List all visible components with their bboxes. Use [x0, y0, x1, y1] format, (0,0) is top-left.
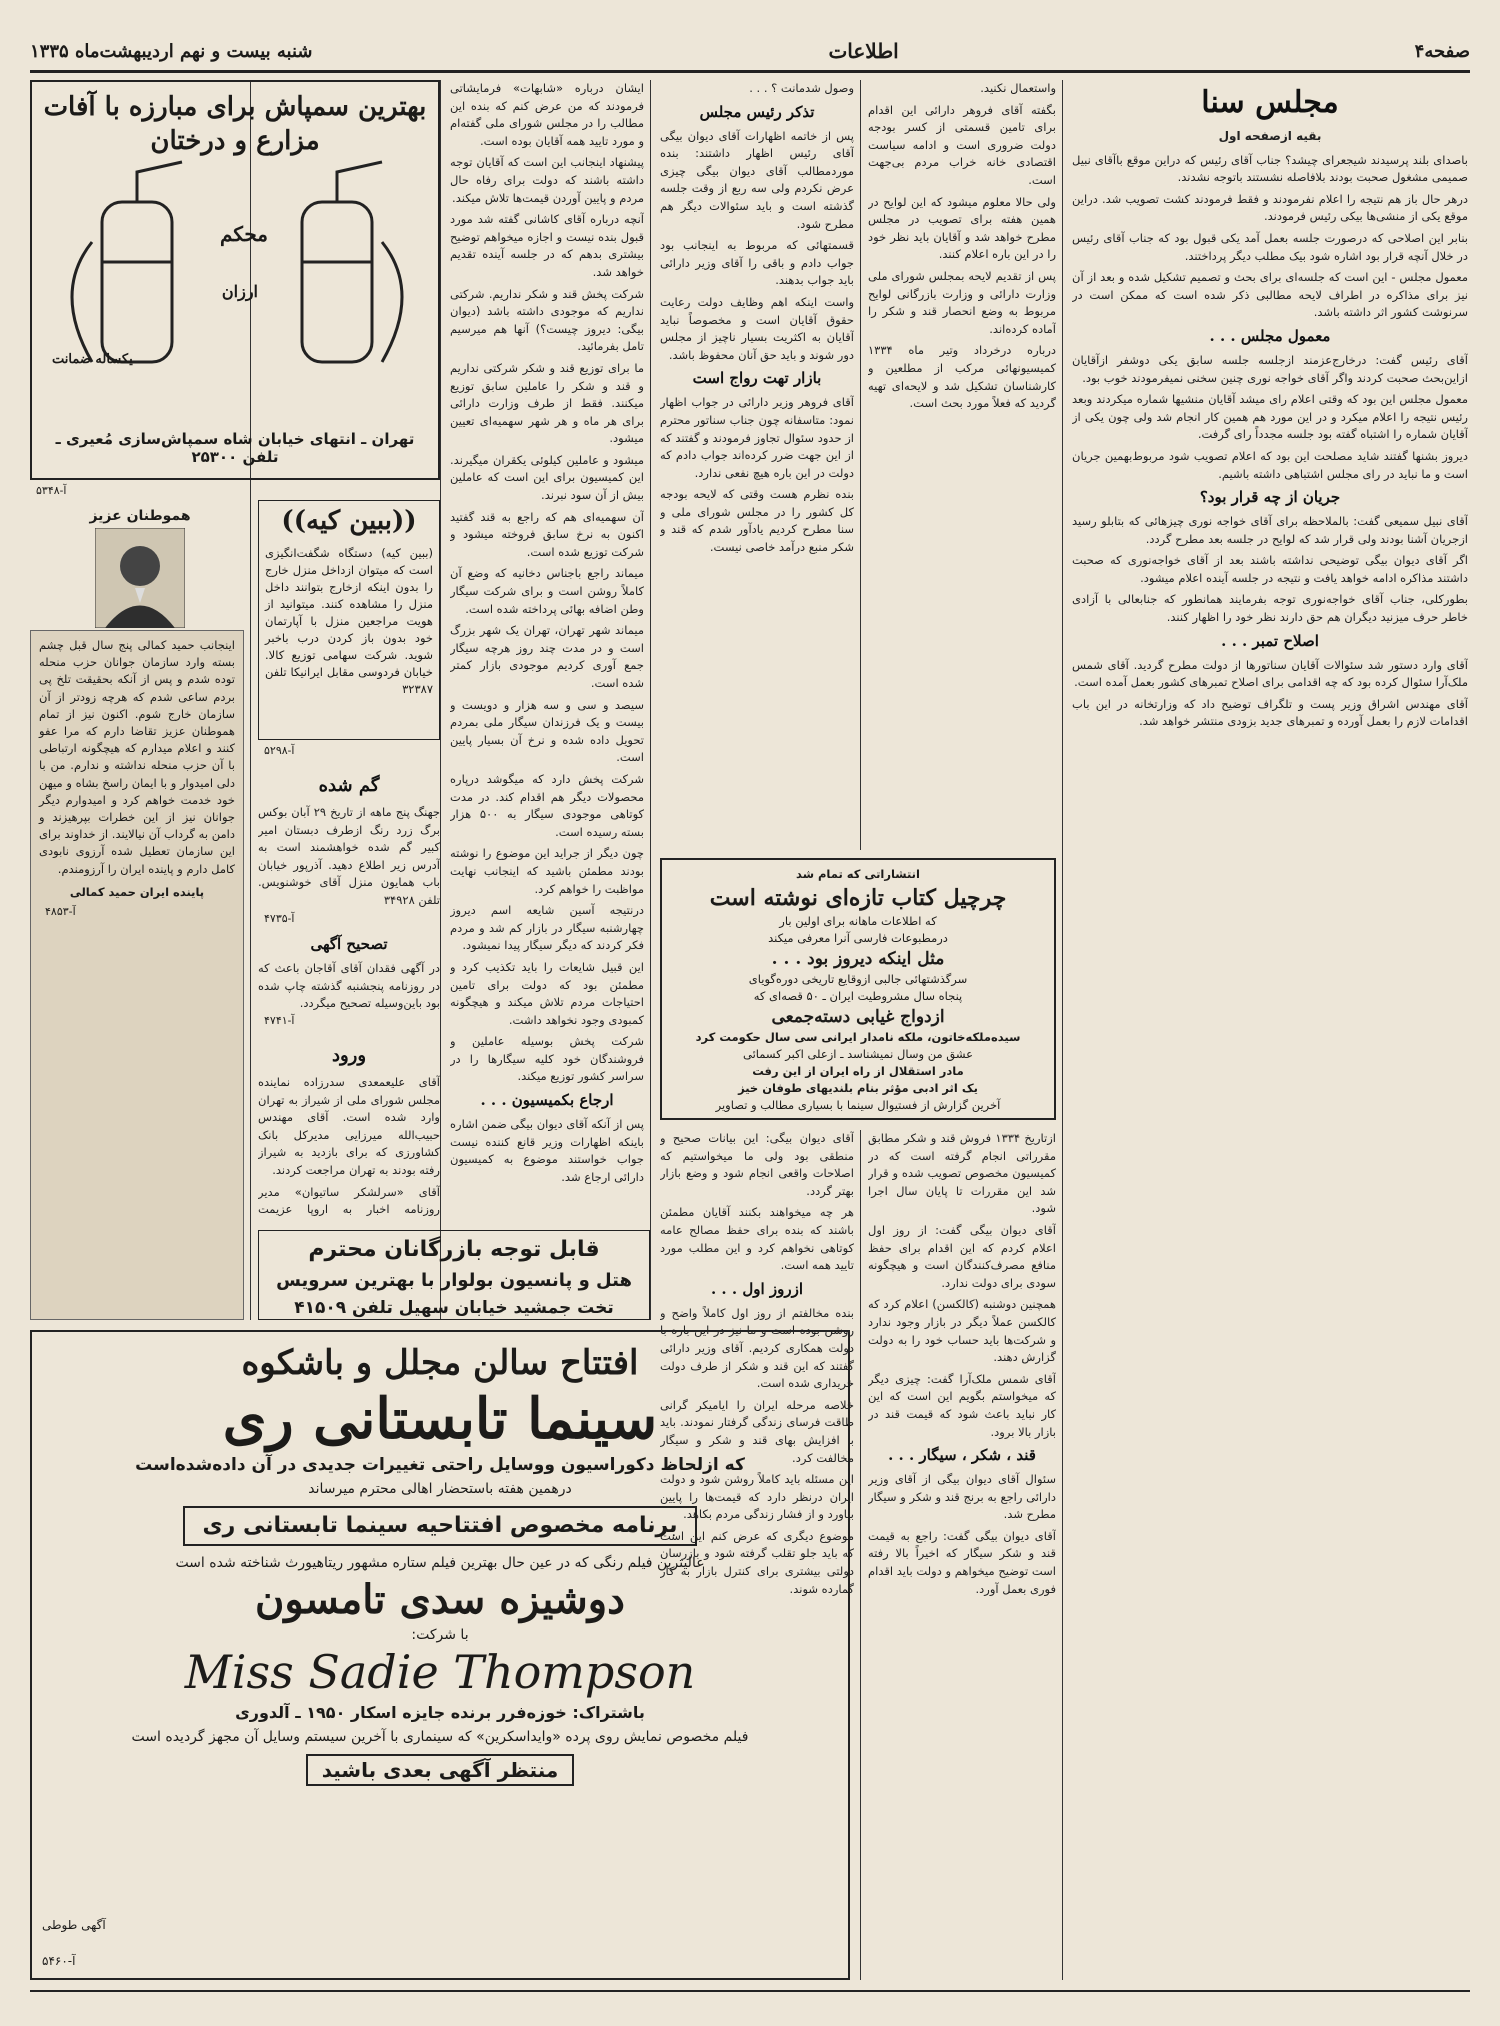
- paragraph: پس از تقدیم لایحه بمجلس شورای ملی وزارت دارائی و وزارت بازرگانی لوایح مربوط به وضع انحصار قند و شکر را آماده کرده‌اند.: [868, 268, 1056, 336]
- sprayer-tag-1: محکم: [220, 222, 268, 246]
- paragraph: ولی حالا معلوم میشود که این لوایح در همین هفته برای تصویب در مجلس مطرح خواهد شد و آقایان باید نظر خود را در این باره اعلام کنند.: [868, 194, 1056, 262]
- paper-name: اطلاعات: [828, 39, 899, 63]
- paragraph: درنتیجه آسین شایعه اسم دیروز چهارشنبه سیگار در بازار کم شد و مردم فکر کردند که دیگر سیگار پیدا نمیشود.: [450, 903, 644, 953]
- hotel-ad-name: هتل و پانسیون بولوار با بهترین سرویس: [276, 1270, 632, 1291]
- lost-notice-title: گم شده: [318, 775, 380, 796]
- cinema-program-title: برنامه مخصوص افتتاحیه سینما تابستانی ری: [183, 1506, 698, 1546]
- paragraph: بنابر این اصلاحی که درصورت جلسه بعمل آمد یکی قبول بود که جناب آقای رئیس در خلال آنچه قرار بود اشاره شود بیک مطلب دیگر پرداختند.: [1072, 230, 1468, 263]
- paragraph: میشود و عاملین کیلوئی یکقران میگیرند. این کمیسیون برای این است که عاملین بیش از آن سود نبرند.: [450, 452, 644, 503]
- paragraph: آقای رئیس گفت: درخارج‌عزمند ازجلسه جلسه سابق یکی دوشفر ازآقایان ازاین‌بحث صحبت کردند واگر آقای خواجه نوری چنین سخنی نمیفرمودند خوب بود.: [1072, 352, 1468, 385]
- film-title-english: Miss Sadie Thompson: [184, 1645, 696, 1699]
- paragraph: موضوع دیگری که عرض کنم این است که باید جلو تقلب گرفته شود و بازرسان دولتی بیشتری برای کنترل بازار به کار گمارده شوند.: [660, 1528, 854, 1596]
- film-cast: باشتراک: خوزه‌فرر برنده جایزه اسکار ۱۹۵۰ ـ آلدوری: [235, 1703, 645, 1722]
- cinema-ad-opening: افتتاح سالن مجلل و باشکوه: [241, 1343, 639, 1383]
- paragraph: بطورکلی، جناب آقای خواجه‌نوری توجه بفرمایند همانطور که جنابعالی با آزادی خاطر حرف میزنید دیگران هم حق دارند نظر خود را اظهار کنند.: [1072, 592, 1468, 625]
- paragraph: معمول مجلس این بود که وقتی اعلام رای میشد آقایان منشیها شماره میکردند وبعد رئیس نتیجه را اعلام میکرد و در این مورد هم همین کار انجام شد ولی چون یکی از آقایان شماره را اشتباه گفته بود جلسه مجدداً رای گرفت.: [1072, 392, 1468, 442]
- ad-line: پنجاه سال مشروطیت ایران ـ ۵۰ قصه‌ای که: [753, 989, 963, 1003]
- sprayer-icon: [72, 162, 402, 362]
- ad-code: آ-۵۲۹۸: [264, 744, 295, 757]
- footer-rule: [30, 1990, 1470, 1992]
- monthly-magazine-ad: [660, 858, 1056, 1120]
- paragraph: آقای وارد دستور شد سئوالات آقایان سناتورها از دولت مطرح گردید. آقای شمس ملک‌آرا سئوال کرده بود که چه اقدامی برای اصلاح تمبرهای کشور بعمل آمده است.: [1072, 657, 1468, 690]
- paragraph: همچنین دوشنبه (کالکسن) اعلام کرد که کالکسن عملاً دیگر در بازار وجود ندارد و شرکت‌ها باید حساب خود را به دولت گزارش دهند.: [868, 1297, 1056, 1365]
- sprayer-ad: [30, 80, 440, 480]
- paragraph: این قبیل شایعات را باید تکذیب کرد و مطمئن بود که دولت برای تامین احتیاجات مردم تلاش میکند و هیچگونه کمبودی وجود نخواهد داشت.: [450, 959, 644, 1027]
- ad-line: سیده‌ملکه‌خاتون، ملکه نامدار ایرانی سی سال حکومت کرد: [695, 1030, 1021, 1044]
- column-divider: [440, 80, 441, 1320]
- masthead: [30, 36, 1470, 66]
- paragraph: بنده مخالفتم از روز اول کاملاً واضح و روشن بوده است و ما نیز در این باره با دولت همکاری کردیم. آقای وزیر دارائی گفتند که این قند و شکر از طرف دولت خریداری شده است.: [660, 1305, 854, 1391]
- paragraph: درباره درخرداد وتیر ماه ۱۳۳۴ کمیسیونهائی مرکب از مطلعین و کارشناسان تشکیل شد و لایحه‌ای تهیه گردید که فعلاً مورد بحث است.: [868, 343, 1056, 411]
- paragraph: آقای دیوان بیگی گفت: از روز اول اعلام کردم که این اقدام برای حفظ منافع مصرف‌کنندگان است و هیچگونه سودی برای دولت ندارد.: [868, 1222, 1056, 1290]
- section-heading: بازار تهت رواج است: [692, 369, 822, 388]
- column-divider: [650, 80, 651, 1320]
- film-title-persian: دوشیزه سدی تامسون: [255, 1576, 625, 1623]
- paragraph: شرکت پخش دارد که میگوشد درپاره محصولات دیگر هم اقدام کند. در مدت کوتاهی موجودی سیگار به ۵۰۰ هزار بسته رسیده است.: [450, 771, 644, 839]
- paragraph: میماند راجع باجناس دخانیه که وضع آن کاملاً روشن است و برای شرکت سیگار وطن اضافه بهائی پرداخته شده است.: [450, 566, 644, 616]
- sprayer-ad-address: تهران ـ انتهای خیابان شاه سمپاش‌سازی مُعیری ـ تلفن ۲۵۳۰۰: [55, 430, 415, 466]
- lost-notice: [258, 770, 440, 910]
- portrait-photo: [95, 528, 185, 628]
- paragraph: قسمتهائی که مربوط به اینجانب بود جواب دادم و باقی را آقای وزیر دارائی باید جواب بدهند.: [660, 238, 854, 288]
- ad-line: مادر استقلال از راه ایران از این رفت: [752, 1064, 964, 1078]
- paragraph: درهر حال باز هم نتیجه را اعلام نفرمودند و فقط فرمودند کشت تصویب شد. دراین موقع یکی از منشی‌ها بیکی رئیس فرمودند.: [1072, 191, 1468, 224]
- arrival-notice: [258, 1040, 440, 1220]
- paragraph: آقای فروهر وزیر دارائی در جواب اظهار نمود: متاسفانه چون جناب سناتور محترم از حدود سئوال تجاوز فرمودند و گفتند که از این جهت ضرر کرده‌اند جواب دادم که دولت در این باره هیچ نفعی ندارد.: [660, 395, 854, 480]
- column-divider: [860, 1130, 861, 1980]
- paragraph: این مسئله باید کاملاً روشن شود و دولت ایران درنظر دارد که قیمت‌ها را پایین بیاورد و از فشار زندگی مردم بکاهد.: [660, 1472, 854, 1522]
- paragraph: آقای شمس ملک‌آرا گفت: چیزی دیگر که میخواستم بگویم این است که این کار نباید باعث شود که قیمت قند در بازار بالا برود.: [868, 1371, 1056, 1439]
- paragraph: پس از خاتمه اظهارات آقای دیوان بیگی آقای رئیس اظهار داشتند: بنده موردمطالب آقای دیوان بیگی چیزی عرض نکردم ولی سه ربع از وقت جلسه گذشته است و باید سئوالات دیگر هم مطرح شود.: [660, 128, 854, 231]
- cinema-ad-line: درهمین هفته باستحضار اهالی محترم میرساند: [308, 1481, 572, 1497]
- cinema-ad-line: فیلم مخصوص نمایش روی پرده «وایداسکرین» که سینماری با آخرین سیستم وسایل آن مجهز گردیده است: [131, 1729, 749, 1745]
- farewell-text: آقای «سرلشکر ساتیوان» مدیر روزنامه اخبار به اروپا عزیمت: [258, 1184, 440, 1217]
- section-heading: معمول مجلس . . .: [1209, 326, 1331, 345]
- paragraph: پیشنهاد اینجانب این است که آقایان توجه داشته باشند که دولت برای رفاه حال مردم و پایین آوردن قیمت‌ها تلاش میکند.: [450, 155, 644, 205]
- article-column-2-top: [868, 80, 1056, 840]
- section-heading: جریان از چه قرار بود؟: [1199, 488, 1341, 507]
- column-divider: [1062, 80, 1063, 1980]
- door-viewer-ad: [258, 500, 440, 740]
- ad-code: آ-۵۴۶۰: [42, 1954, 76, 1968]
- paragraph: آقای دیوان بیگی: این بیانات صحیح و منطقی بود ولی ما میخواستیم که اصلاحات واقعی انجام شود و وضع بازار بهتر گردد.: [660, 1131, 854, 1198]
- paragraph: شرکت پخش بوسیله عاملین و فروشندگان خود کلیه سیگارها را در سراسر کشور توزیع میکند.: [450, 1034, 644, 1084]
- ad-code: آ-۴۷۴۱: [264, 1014, 295, 1027]
- paragraph: وصول شدمانت ؟ . . .: [749, 81, 854, 95]
- paragraph: ازتاریخ ۱۳۳۴ فروش قند و شکر مطابق مقرراتی انجام گرفته است که در کمیسیون مخصوص تصویب شده و قرار شد این مقررات تا پایان سال اجرا شود.: [868, 1131, 1056, 1216]
- senate-subtitle: بقیه ازصفحه اول: [1218, 129, 1322, 143]
- paragraph: باصدای بلند پرسیدند شیجعرای چیشد؟ جناب آقای رئیس که دراین موقع باآقای نبیل صمیمی مشغول صحبت بودند بلافاصله نشستند باتوجه نشدند.: [1072, 152, 1468, 185]
- door-viewer-text: (ببین کیه) دستگاه شگفت‌انگیزی است که میتوان ازداخل منزل خارج را بدون اینکه ازخارج بتوانند داخل منزل را مشاهده کنند. میتوانید از هویت مراجعین منزل با آپارتمان خود بدون باز کردن درب باخبر شوید. شرکت سهامی توزیع کالا. خیابان فردوسی مقابل ایرانیکا تلفن ۳۲۳۸۷: [265, 546, 433, 696]
- paragraph: پس از آنکه آقای دیوان بیگی ضمن اشاره باینکه اظهارات وزیر قانع کننده نیست جواب خواستند موضوع به کمیسیون دارائی ارجاع شد.: [450, 1117, 644, 1184]
- ad-line: انتشاراتی که تمام شد: [796, 867, 920, 881]
- sprayer-ad-title: بهترین سمپاش برای مبارزه با آفات مزارع و درختان: [43, 92, 427, 156]
- statement-signature: پاینده ایران حمید کمالی: [69, 884, 205, 899]
- paragraph: دیروز بشنها گفتند شاید مصلحت این بود که اعلام تصویب شود مربوط‌بهمین جریان است و ما نباید در رای مجلس اشتباهی داشته باشیم.: [1072, 448, 1468, 481]
- hotel-ad-address: تخت جمشید خیابان سهیل تلفن ۴۱۵۰۹: [294, 1298, 614, 1318]
- cinema-name: سینما تابستانی ری: [222, 1386, 658, 1452]
- paragraph: آقای نبیل سمیعی گفت: بالملاحظه برای آقای خواجه نوری چیزهائی که بتابلو رسید ازجریان آشنا بودند ولی قرار شد که لوایح در جلسه بعد مطرح گردد.: [1072, 514, 1468, 546]
- cinema-ad-footer: منتظر آگهی بعدی باشید: [306, 1754, 575, 1786]
- section-heading: اصلاح تمبر . . .: [1221, 631, 1319, 650]
- sprayer-illustration: [32, 142, 440, 412]
- paragraph: معمول مجلس - این است که جلسه‌ای برای بحث و تصمیم تشکیل شده و بعد از آن نیز برای مذاکره در اطراف لایحه مطالبی ذکر شده است که ممکن است در سرنوشت کشور اثر داشته باشد.: [1072, 270, 1468, 320]
- ad-code: آ-۵۳۴۸: [36, 484, 67, 497]
- issue-date: شنبه بیست و نهم اردیبهشت‌ماه ۱۳۳۵: [30, 40, 313, 62]
- arrival-text: آقای علیعمعدی سدرزاده نماینده مجلس شورای ملی از شیراز به تهران وارد شده است. آقای مهندس حبیب‌الله میرزایی مدیرکل بانک کشاورزی که برای بازدید به شیراز رفته بودند به تهران مراجعت کردند.: [258, 1075, 440, 1177]
- correction-notice: [258, 930, 440, 1012]
- paragraph: بنده نظرم هست وقتی که لایحه بودجه کل کشور را در مجلس شورای ملی و سنا مطرح کردیم یادآور شدم که قند و شکر منبع درآمد خاصی نیست.: [660, 487, 854, 555]
- section-heading: ارجاع بکمیسیون . . .: [480, 1091, 614, 1110]
- senate-article: [1072, 80, 1468, 1980]
- paragraph: ما برای توزیع قند و شکر شرکتی نداریم و قند و شکر را عاملین سابق توزیع میکنند. فقط از طرف وزارت دارائی برای هر ماه و هر شهر سهمیه‌ای تعیین میشود.: [450, 360, 644, 446]
- senate-title: مجلس سنا: [1201, 85, 1339, 120]
- ad-line: آخرین گزارش از فستیوال سینما با بسیاری مطالب و تصاویر: [715, 1098, 1001, 1112]
- article-column-2-bottom: [868, 1130, 1056, 1980]
- ad-line: که اطلاعات ماهانه برای اولین بار: [779, 914, 937, 928]
- section-heading: ازروز اول . . .: [710, 1279, 803, 1298]
- cinema-ad-line: با شرکت:: [411, 1627, 469, 1643]
- correction-text: در آگهی فقدان آقای آقاجان باعث که در روزنامه پنجشنبه گذشته چاپ شده بود باین‌وسیله تصحیح میگردد.: [258, 961, 440, 1011]
- page-number: صفحه۴: [1414, 40, 1470, 62]
- paragraph: هر چه میخواهند بکنند آقایان مطمئن باشند که بنده برای حفظ مصالح عامه کوتاهی نخواهم کرد و این مطلب مورد تایید همه است.: [660, 1205, 854, 1273]
- header-rule: [30, 70, 1470, 73]
- statement-title: هموطنان عزیز: [89, 508, 191, 524]
- cinema-ad-line: عالیترین فیلم رنگی که در عین حال بهترین فیلم ستاره مشهور ریتاهیورث شناخته شده است: [175, 1555, 705, 1571]
- ad-line: یک اثر ادبی مؤثر بنام بلندیهای طوفان خیز: [738, 1081, 978, 1095]
- paragraph: خلاصه مرحله ایران را ایامیکر گرانی طاقت فرسای زندگی گرفتار نمودند. باید با افزایش بهای قند و شکر و سیگار مخالفت کرد.: [660, 1397, 854, 1465]
- paragraph: سئوال آقای دیوان بیگی از آقای وزیر دارائی راجع به برنج قند و شکر و سیگار مطرح شد.: [868, 1472, 1056, 1522]
- paragraph: سیصد و سی و سه‌ هزار و دویست و بیست و یک فرزندان سیگار ملی بمردم تحویل داده شده و نرخ آن بسیار پایین است.: [450, 697, 644, 765]
- ad-line: مثل اینکه دیروز بود . . .: [771, 949, 945, 969]
- ad-line: عشق من وسال نمیشناسد ـ ازعلی اکبر کسمائی: [742, 1047, 974, 1061]
- ad-code: آ-۴۷۳۵: [264, 912, 295, 925]
- statement-text: اینجانب حمید کمالی پنج سال قبل چشم بسته وارد سازمان جوانان حزب منحله توده شدم و پس از آنکه بحقیقت تلخ پی بردم ساعی شدم که هرچه زودتر از آن سازمان خارج شوم. اکنون نیز از تمام هموطنان عزیز تقاضا دارم که مرا عفو کنند و اعلام میدارم که هیچگونه ارتباطی با آن حزب منحله نداشته و ندارم. من با دلی امیدوار و با ایمان راسخ بشاه و میهن خود خدمت خواهم کرد و امیدوارم دیگر جوانان نیز از این خطرات بپرهیزند و دامن به گرداب آن نیالایند. از خداوند برای این سازمان تعطیل شده آرزوی نابودی کامل دارم و پاینده ایران را آرزومندم.: [39, 638, 235, 876]
- sprayer-tag-3: یکساله ضمانت: [52, 352, 133, 367]
- paragraph: واست اینکه اهم وظایف دولت رعایت حقوق آقایان است و مخصوصاً نباید آقایان به اکثریت بسیار ناچیز از مجلس دور شوند و باید حق آنان محفوظ باشد.: [660, 294, 854, 362]
- cinema-ad-line: که ازلحاظ دکوراسیون ووسایل راحتی تغییرات جدیدی در آن داده‌شده‌است: [135, 1455, 745, 1475]
- lost-notice-text: جهنگ پنج ماهه از تاریخ ۲۹ آبان بوکس برگ زرد رنگ ازطرف دبستان امیر کبیر گم شده خواهشمند است به آدرس زیر اطلاع دهید. آذرپور خیابان باب همایون منزل آقای خوشنویس. تلفن ۳۴۹۲۸: [258, 805, 440, 907]
- paragraph: اگر آقای دیوان بیگی توضیحی نداشته باشند بعد از آقای خواجه‌نوری که صحبت داشتند مذاکره ادامه خواهد یافت و نتیجه در جلسه آینده اعلام میشود.: [1072, 553, 1468, 585]
- cinema-ad: [30, 1330, 850, 1980]
- paragraph: شرکت پخش قند و شکر نداریم. شرکتی نداریم که موجودی داشته باشد (دیوان بیگی: دیروز چیست؟) آنها هم میرسیم تامل بفرمائید.: [450, 286, 644, 354]
- paragraph: آقای دیوان بیگی گفت: راجع به قیمت قند و شکر سیگار که اخیراً بالا رفته است توضیح میخواهم و دولت باید اقدام فوری بعمل آورد.: [868, 1528, 1056, 1596]
- ad-agency: آگهی طوطی: [42, 1918, 106, 1932]
- hotel-ad: [258, 1230, 650, 1320]
- paragraph: چون دیگر از جراید این موضوع را نوشته بودند مطمئن باشید که اینجانب نهایت مواظبت را خواهم کرد.: [450, 846, 644, 896]
- ad-headline: چرچیل کتاب تازه‌ای نوشته است: [709, 885, 1007, 911]
- ad-code: آ-۴۸۵۳: [45, 905, 76, 919]
- sprayer-tag-2: ارزان: [221, 282, 258, 301]
- article-column-3-top: [660, 80, 854, 850]
- section-heading: تذکر رئیس مجلس: [699, 102, 815, 121]
- section-heading: قند ، شکر ، سیگار . . .: [888, 1446, 1036, 1465]
- statement-header: [30, 508, 250, 628]
- paragraph: آنچه درباره آقای کاشانی گفته شد مورد قبول بنده نیست و اجازه میخواهم توضیح بیشتری بدهم که در جلسه آینده تقدیم خواهد شد.: [450, 212, 644, 279]
- paragraph: ایشان درباره «شابهات» فرمایشاتی فرمودند که من عرض کنم که بنده این مطالب را در مجلس شورای ملی گفته‌ام و مورد تایید همه آقایان بوده است.: [450, 81, 644, 148]
- paragraph: آقای مهندس اشراق وزیر پست و تلگراف توضیح داد که وزارتخانه در این باب اقدامات لازم را بعمل آورده و تمبرهای جدید بزودی منتشر خواهد شد.: [1072, 696, 1468, 729]
- ad-footer: [670, 1118, 1046, 1120]
- ad-line: درمطبوعات فارسی آنرا معرفی میکند: [768, 931, 948, 945]
- ad-line: ازدواج غیابی دسته‌جمعی: [771, 1007, 945, 1027]
- paragraph: آن سهمیه‌ای هم که راجع به قند گفتید اکنون به نرخ سابق فروخته میشود و شرکت توزیع شده است.: [450, 509, 644, 559]
- arrival-title: ورود: [331, 1045, 367, 1066]
- paragraph: میماند شهر تهران، تهران یک شهر بزرگ است و در مدت چند روز هرچه سیگار جمع آوری کردیم موجودی بازار کمتر شده است.: [450, 623, 644, 690]
- hotel-ad-title: قابل توجه بازرگانان محترم: [308, 1237, 600, 1262]
- correction-title: تصحیح آگهی: [310, 935, 388, 953]
- door-viewer-title: ((ببین کیه)): [281, 506, 417, 536]
- paragraph: بگفته آقای فروهر دارائی این اقدام برای تامین قسمتی از کسر بودجه دولت ضروری است و ادامه سیاست اقتصادی خانه خراب مردم بی‌جهت است.: [868, 102, 1056, 187]
- statement-clipping: [30, 630, 244, 1320]
- paragraph: واستعمال نکنید.: [980, 81, 1056, 95]
- article-column-4: [450, 80, 644, 1320]
- ad-line: سرگذشتهائی جالبی ازوقایع تاریخی دوره‌گویای: [748, 972, 968, 986]
- column-divider: [860, 80, 861, 850]
